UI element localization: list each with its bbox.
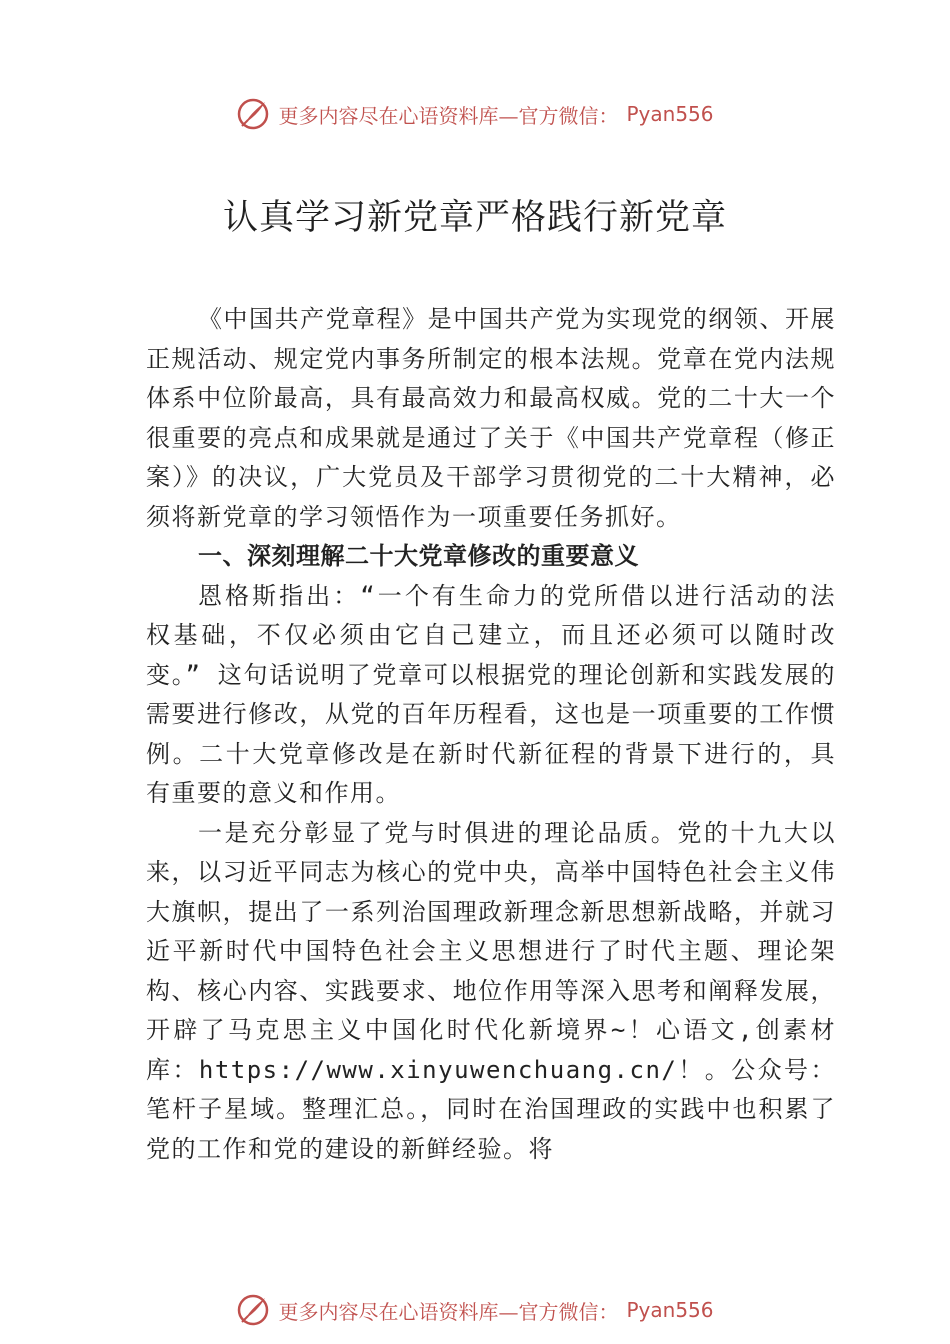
watermark-text: 更多内容尽在心语资料库—官方微信： — [278, 103, 619, 128]
document-body — [146, 300, 836, 1169]
document-title: 认真学习新党章严格践行新党章 — [222, 198, 727, 238]
quill-logo-icon — [236, 1293, 270, 1327]
paragraph: 一是充分彰显了党与时俱进的理论品质。党的十九大以来，以习近平同志为核心的党中央，高举中国特色社会主义伟大旗帜，提出了一系列治国理政新理念新思想新战略，并就习近平新时代中国特色社会主义思想进行了时代主题、理论架构、核心内容、实践要求、地位作用等深入思考和阐释发展，开辟了马克思主义中国化时代化新境界~！心语文,创素材库：https://www.xinyuwenchuang.cn/！。公众号：笔杆子星域。整理汇总。，同时在治国理政的实践中也积累了党的工作和党的建设的新鲜经验。将 — [146, 818, 836, 1163]
paragraph: 恩格斯指出：“一个有生命力的党所借以进行活动的法 权基础，不仅必须由它自己建立，而且还必须可以随时改变。” 这句话说明了党章可以根据党的理论创新和实践发展的需要进行修改，从党的百年历程看，这也是一项重要的工作惯 例。二十大党章修改是在新时代新征程的背景下进行的，具 有重要的意义和作用。 — [146, 581, 836, 807]
section-heading: 一、深刻理解二十大党章修改的重要意义 — [198, 542, 639, 570]
header-watermark — [0, 94, 950, 134]
paragraph: 《中国共产党章程》是中国共产党为实现党的纲领、开展正规活动、规定党内事务所制定的根本法规。党章在党内法规体系中位阶最高，具有最高效力和最高权威。党的二十大一个很重要的亮点和成果就是通过了关于《中国共产党章程（修正案）》的决议，广大党员及干部学习贯彻党的二十大精神，必须将新党章的学习领悟作为一项重要任务抓好。 — [146, 305, 836, 531]
watermark-text: 更多内容尽在心语资料库—官方微信： — [278, 1299, 619, 1324]
wechat-id: Pyan556 — [626, 1298, 714, 1322]
footer-watermark — [0, 1290, 950, 1330]
quill-logo-icon — [236, 97, 270, 131]
wechat-id: Pyan556 — [626, 102, 714, 126]
